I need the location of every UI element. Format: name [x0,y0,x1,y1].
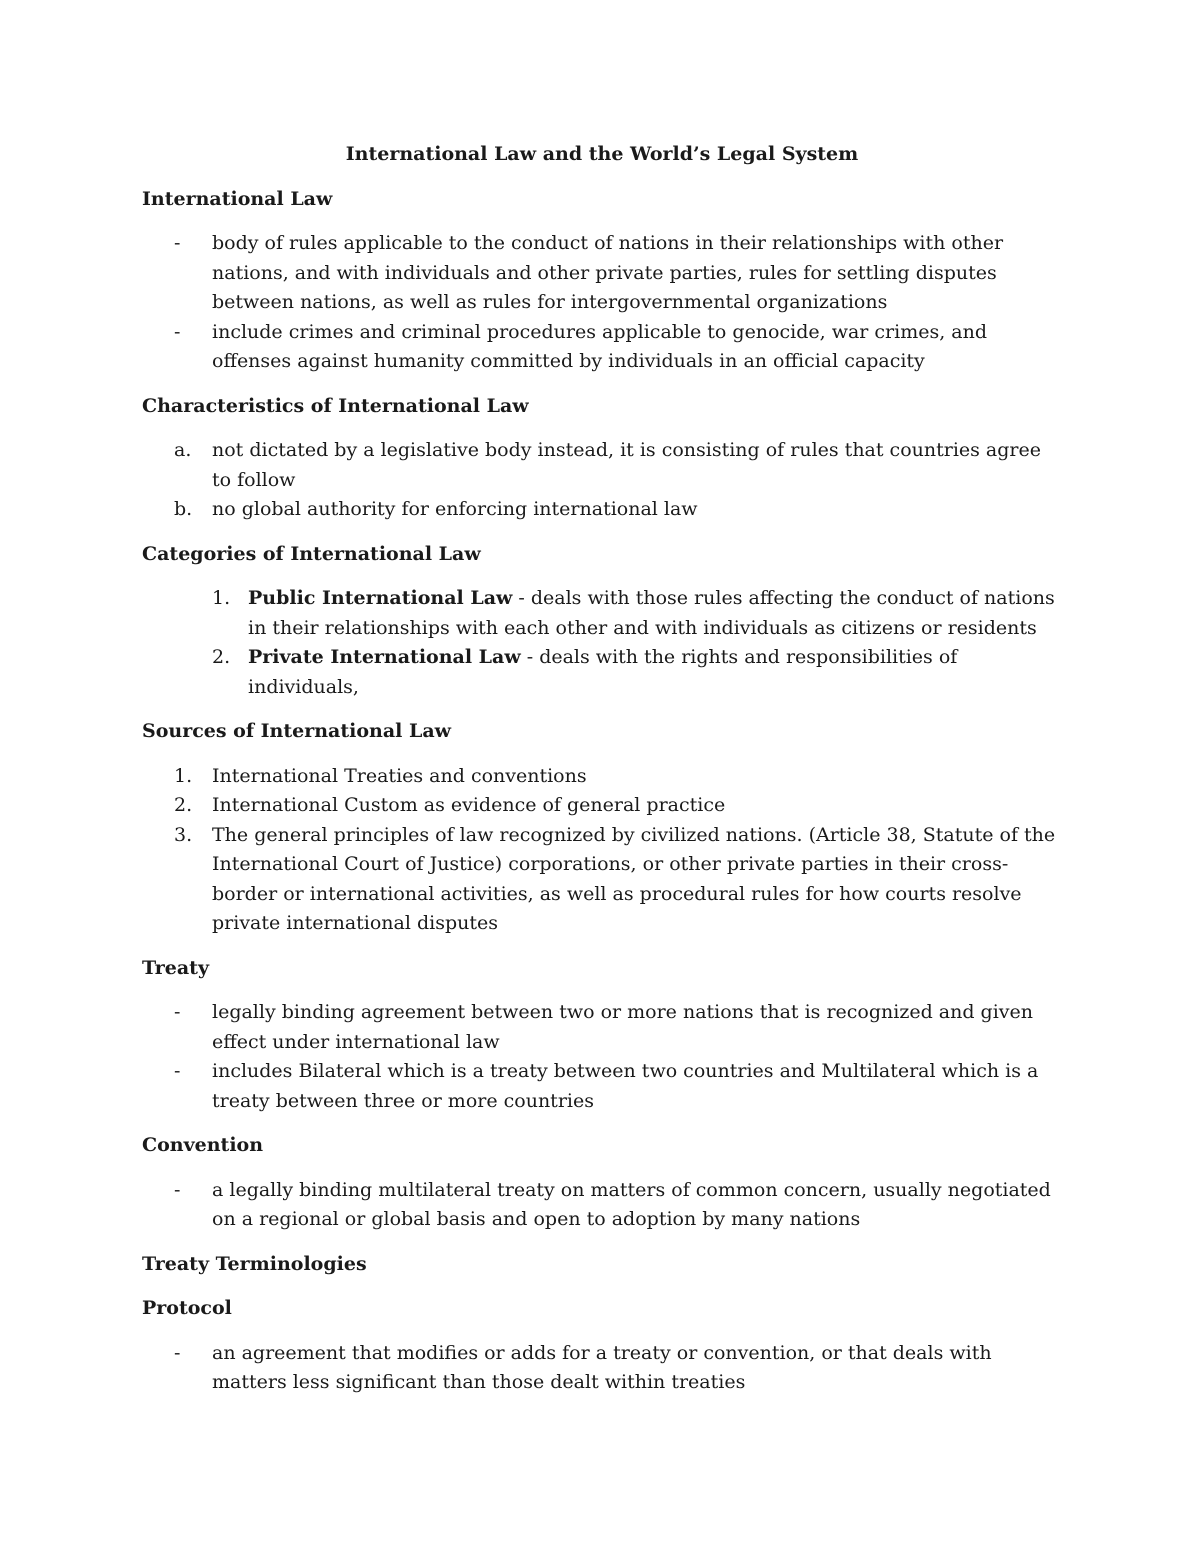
list-marker: a. [174,439,192,461]
list-marker: - [174,320,181,343]
list-marker: - [174,232,181,254]
list-item [142,1176,1062,1235]
list-item [142,1057,1062,1116]
list-marker: - [174,1178,181,1201]
list-item-text: - deals with the rights and responsibilities of individuals, [248,646,958,698]
heading-characteristics: Characteristics of International Law [142,394,529,417]
heading-categories: Categories of International Law [142,542,481,565]
characteristics-list [142,436,1062,525]
list-item-text: International Custom as evidence of general practice [212,794,726,816]
list-marker: b. [174,498,193,520]
list-item-text: an agreement that modifies or adds for a treaty or convention, or that deals with matters less significant than those dealt within treaties [212,1341,992,1393]
list-marker: 1. [174,764,193,787]
sources-list [142,762,1062,939]
list-marker: - [174,1060,181,1082]
list-item [142,762,1062,792]
list-item-text: The general principles of law recognized by civilized nations. (Article 38, Statute of the International Court of Justice) corporations, or other private parties in their cross-border or international activities, as well as procedural rules for how courts resolve private international disputes [212,823,1056,934]
list-item-text: include crimes and criminal procedures applicable to genocide, war crimes, and offenses against humanity committed by individuals in an official capacity [212,320,988,372]
list-item [142,821,1062,939]
list-marker: - [174,1001,181,1023]
treaty-list [142,998,1062,1116]
heading-protocol: Protocol [142,1297,232,1319]
international-law-list [142,229,1062,377]
list-item-text: International Treaties and conventions [212,764,587,787]
list-marker: 1. [212,587,231,609]
list-item [142,584,1062,643]
list-marker: 3. [174,823,193,846]
heading-convention: Convention [142,1134,264,1156]
categories-list [142,584,1062,702]
heading-treaty-terminologies: Treaty Terminologies [142,1252,367,1275]
heading-sources: Sources of International Law [142,720,452,742]
list-item [142,1339,1062,1398]
list-marker: 2. [212,646,231,668]
heading-international-law: International Law [142,187,333,210]
convention-list [142,1176,1062,1235]
protocol-list [142,1339,1062,1398]
document-title: International Law and the World’s Legal System [345,143,859,165]
list-item [142,318,1062,377]
list-item-text: no global authority for enforcing international law [212,498,698,520]
category-term: Public International Law [248,587,513,609]
list-marker: 2. [174,794,193,816]
list-item [142,229,1062,318]
document-content [142,140,1062,1413]
list-item [142,436,1062,495]
list-item-text: not dictated by a legislative body instead, it is consisting of rules that countries agree to follow [212,439,1041,491]
list-item-text: - deals with those rules affecting the conduct of nations in their relationships with each other and with individuals as citizens or residents [248,587,1055,639]
list-item [142,791,1062,821]
list-item-text: legally binding agreement between two or more nations that is recognized and given effect under international law [212,1001,1033,1053]
list-marker: - [174,1341,181,1364]
list-item [142,643,1062,702]
heading-treaty: Treaty [142,956,209,979]
list-item [142,998,1062,1057]
list-item [142,495,1062,525]
list-item-text: a legally binding multilateral treaty on matters of common concern, usually negotiated on a regional or global basis and open to adoption by many nations [212,1178,1051,1230]
list-item-text: body of rules applicable to the conduct of nations in their relationships with other nations, and with individuals and other private parties, rules for settling disputes between nations, as well as rules for intergovernmental organizations [212,232,1004,313]
list-item-text: includes Bilateral which is a treaty between two countries and Multilateral which is a treaty between three or more countries [212,1060,1039,1112]
category-term: Private International Law [248,646,521,668]
